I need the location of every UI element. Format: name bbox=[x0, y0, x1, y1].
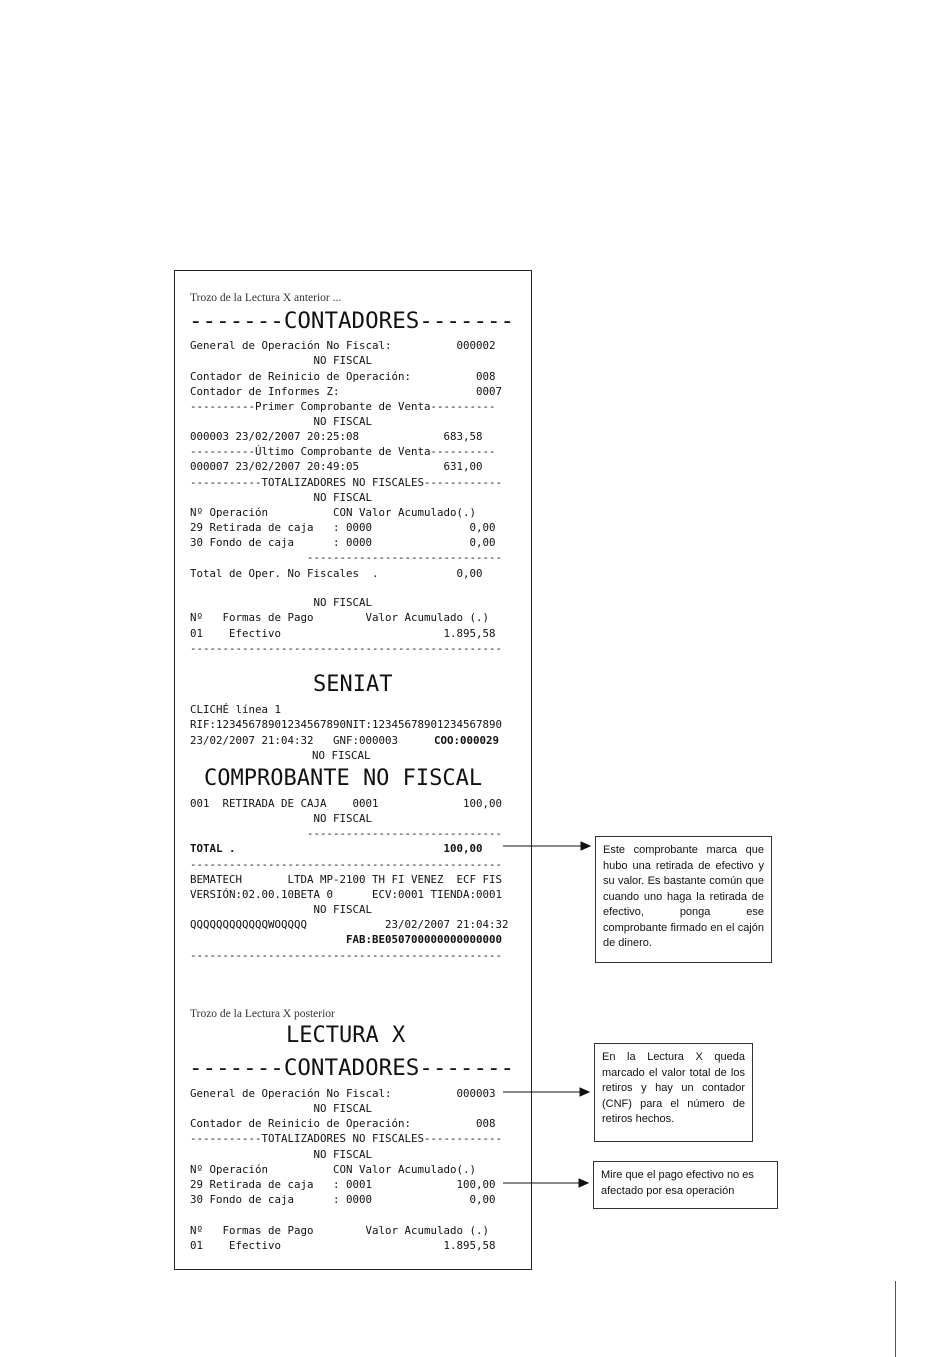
receipt-line: 001 RETIRADA DE CAJA 0001 100,00 bbox=[190, 797, 503, 810]
receipt-line: ------------------------------ bbox=[190, 551, 503, 564]
header-previous-reading: Trozo de la Lectura X anterior ... bbox=[190, 292, 342, 304]
receipt-line: -----------TOTALIZADORES NO FISCALES------------ bbox=[190, 476, 503, 489]
comprobante-title: COMPROBANTE NO FISCAL bbox=[204, 766, 483, 791]
receipt-line: -----------TOTALIZADORES NO FISCALES------------ bbox=[190, 1132, 503, 1145]
lectura-x-title: LECTURA X bbox=[286, 1023, 406, 1048]
seniat-title: SENIAT bbox=[313, 672, 393, 697]
receipt-line: VERSIÓN:02.00.10BETA 0 ECV:0001 TIENDA:0001 bbox=[190, 888, 503, 901]
receipt-line: 30 Fondo de caja : 0000 0,00 bbox=[190, 1193, 496, 1206]
contadores-title: -------CONTADORES------- bbox=[189, 308, 515, 334]
contadores-title-2: -------CONTADORES------- bbox=[189, 1055, 515, 1081]
receipt-line: Nº Formas de Pago Valor Acumulado (.) bbox=[190, 611, 490, 624]
receipt-line: General de Operación No Fiscal: 000002 bbox=[190, 339, 496, 352]
receipt-line: 23/02/2007 21:04:32 GNF:000003 bbox=[190, 734, 431, 747]
receipt-line: Nº Formas de Pago Valor Acumulado (.) bbox=[190, 1224, 490, 1237]
receipt-line: 01 Efectivo 1.895,58 bbox=[190, 627, 496, 640]
receipt-line: NO FISCAL bbox=[190, 354, 373, 367]
receipt-line: Contador de Reinicio de Operación: 008 bbox=[190, 370, 496, 383]
receipt-line: CLICHÉ línea 1 bbox=[190, 703, 282, 716]
receipt-line: NO FISCAL bbox=[190, 596, 373, 609]
receipt-line: 000007 23/02/2007 20:49:05 631,00 bbox=[190, 460, 483, 473]
receipt-line: Contador de Reinicio de Operación: 008 bbox=[190, 1117, 496, 1130]
note-efectivo-unaffected: Mire que el pago efectivo no es afectado por esa operación bbox=[593, 1161, 778, 1209]
receipt-line: RIF:12345678901234567890NIT:12345678901234567890 bbox=[190, 718, 503, 731]
note-retirada-comprobante: Este comprobante marca que hubo una retirada de efectivo y su valor. Es bastante común que cuando uno haga la retirada de efectivo, ponga ese comprobante firmado en el cajón de dinero. bbox=[595, 836, 772, 963]
note-lectura-x-counter: En la Lectura X queda marcado el valor total de los retiros y hay un contador (CNF) para el número de retiros hechos. bbox=[594, 1043, 753, 1142]
receipt-line: NO FISCAL bbox=[190, 812, 373, 825]
receipt-line: ------------------------------ bbox=[190, 827, 503, 840]
total-line: TOTAL . 100,00 bbox=[190, 842, 483, 855]
receipt-line: NO FISCAL bbox=[190, 903, 373, 916]
receipt-line: Nº Operación CON Valor Acumulado(.) bbox=[190, 1163, 477, 1176]
receipt-line: NO FISCAL bbox=[190, 1148, 373, 1161]
receipt-line: 01 Efectivo 1.895,58 bbox=[190, 1239, 496, 1252]
receipt-line: ----------Primer Comprobante de Venta---------- bbox=[190, 400, 496, 413]
receipt-line: ----------Último Comprobante de Venta---------- bbox=[190, 445, 496, 458]
receipt-line: ------------------------------------------------ bbox=[190, 949, 503, 962]
receipt-line: QQQQQQQQQQQQWOQQQQ 23/02/2007 21:04:32 bbox=[190, 918, 509, 931]
receipt-line: Total de Oper. No Fiscales . 0,00 bbox=[190, 567, 483, 580]
receipt-line: NO FISCAL bbox=[190, 415, 373, 428]
receipt-paper bbox=[174, 270, 532, 1270]
receipt-line: NO FISCAL bbox=[190, 491, 373, 504]
coo-counter: COO:000029 bbox=[434, 734, 500, 747]
receipt-line: General de Operación No Fiscal: 000003 bbox=[190, 1087, 496, 1100]
receipt-line: NO FISCAL bbox=[190, 1102, 373, 1115]
page-margin-rule bbox=[895, 1281, 896, 1357]
fab-line: FAB:BE050700000000000000 bbox=[190, 933, 503, 946]
receipt-line: BEMATECH LTDA MP-2100 TH FI VENEZ ECF FIS bbox=[190, 873, 503, 886]
receipt-line: 000003 23/02/2007 20:25:08 683,58 bbox=[190, 430, 483, 443]
receipt-line: 29 Retirada de caja : 0000 0,00 bbox=[190, 521, 496, 534]
no-fiscal-label: NO FISCAL bbox=[312, 749, 371, 762]
receipt-line: ------------------------------------------------ bbox=[190, 642, 503, 655]
header-posterior-reading: Trozo de la Lectura X posterior bbox=[190, 1008, 335, 1020]
receipt-line: ------------------------------------------------ bbox=[190, 858, 503, 871]
receipt-line: Contador de Informes Z: 0007 bbox=[190, 385, 503, 398]
receipt-line: Nº Operación CON Valor Acumulado(.) bbox=[190, 506, 477, 519]
receipt-line: 30 Fondo de caja : 0000 0,00 bbox=[190, 536, 496, 549]
receipt-line: 29 Retirada de caja : 0001 100,00 bbox=[190, 1178, 496, 1191]
